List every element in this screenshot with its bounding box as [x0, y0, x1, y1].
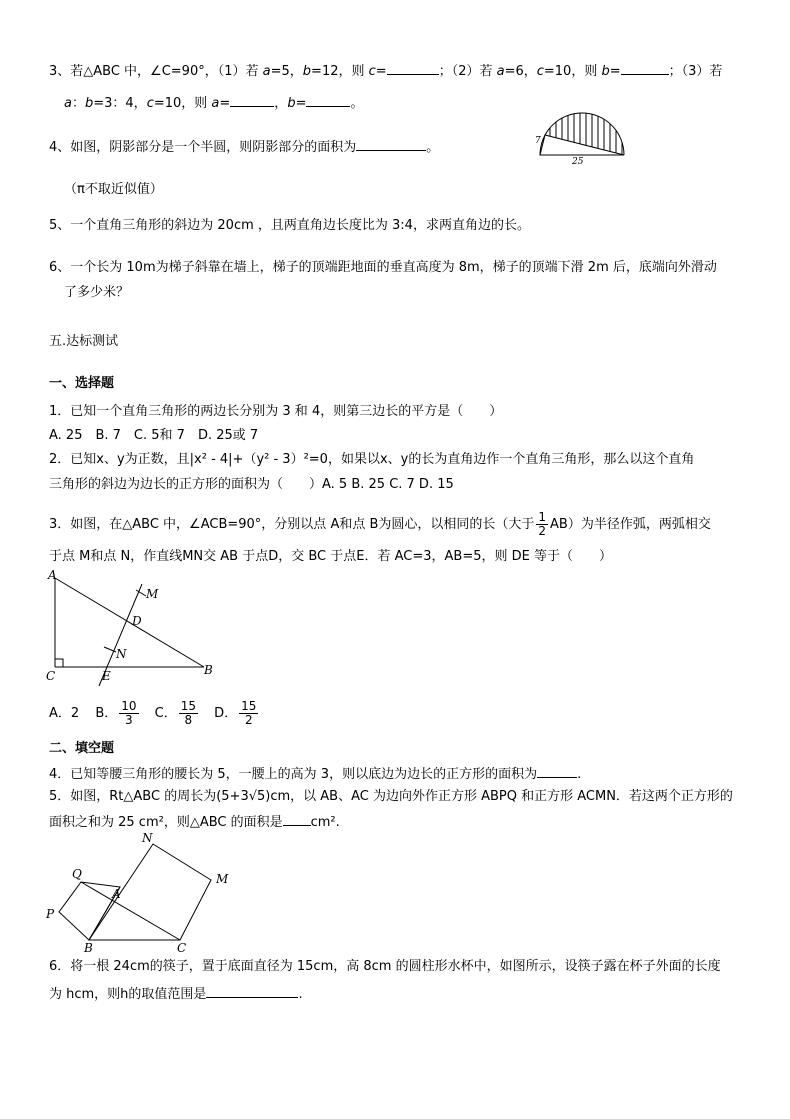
answer-blank[interactable] [306, 93, 350, 107]
label-B: B [84, 941, 93, 955]
answer-blank[interactable] [283, 812, 311, 826]
answer-blank[interactable] [387, 61, 439, 75]
section-title: 五.达标测试 [49, 334, 119, 349]
triangle-bisector-figure [44, 568, 224, 690]
label-A: A [48, 568, 57, 582]
p2-line1: 2．已知x、y为正数，且|x² - 4|+（y² - 3）²=0，如果以x、y的长为直角边作一个直角三角形，那么以这个直角 [49, 452, 695, 467]
perimeter-expr: (5+3√5) [216, 789, 271, 804]
label-N: N [116, 647, 127, 661]
option-d[interactable]: D． $\frac{15}{2}$ [214, 699, 257, 727]
p1-options: A. 25 B. 7 C. 5和 7 D. 25或 7 [49, 428, 259, 443]
q4-text: 4、如图，阴影部分是一个半圆，则阴影部分的面积为 。 [49, 137, 439, 157]
q3-line2: a：b=3：4，c=10，则 a= ，b= 。 [64, 93, 364, 113]
label-M: M [216, 872, 229, 886]
p2-line2: 三角形的斜边为边长的正方形的面积为（ ）A. 5 B. 25 C. 7 D. 15 [49, 477, 454, 492]
label-A: A [112, 887, 121, 901]
q4-note: （π不取近似值） [64, 182, 163, 197]
p5-line1: 5．如图，Rt△ABC 的周长为(5+3√5)cm，以 AB、AC 为边向外作正方形 ABPQ 和正方形 ACMN．若这两个正方形的 [49, 789, 733, 804]
fraction-half: $\frac{1}{2}$ [538, 510, 547, 538]
label-N: N [142, 831, 153, 845]
q6-line2: 了多少米？ [64, 285, 130, 300]
p3-line1: 3．如图，在△ABC 中，∠ACB=90°，分别以点 A和点 B为圆心，以相同的长（大于 $\frac{1}{2}$ AB）为半径作弧，两弧相交 [49, 510, 711, 538]
answer-blank[interactable] [206, 984, 298, 998]
answer-blank[interactable] [621, 61, 669, 75]
p6-line1: 6．将一根 24cm的筷子，置于底面直径为 15cm，高 8cm 的圆柱形水杯中，如图所示，设筷子露在杯子外面的长度 [49, 959, 721, 974]
squares-figure [44, 828, 244, 956]
label-C: C [177, 941, 187, 955]
q3-line1: 3、若△ABC 中，∠C=90°，（1）若 a=5，b=12，则 c= ；（2）若 a=6，c=10，则 b= ；（3）若 [49, 61, 722, 81]
fig-label-25: 25 [572, 157, 584, 166]
option-b[interactable]: B． $\frac{10}{3}$ [95, 699, 137, 727]
label-E: E [102, 669, 111, 683]
label-D: D [132, 614, 142, 628]
label-M: M [146, 587, 159, 601]
semicircle-figure [532, 100, 632, 166]
answer-blank[interactable] [230, 93, 274, 107]
p3-options [49, 696, 260, 732]
p4-text: 4．已知等腰三角形的腰长为 5，一腰上的高为 3，则以底边为边长的正方形的面积为 . [49, 764, 581, 784]
answer-blank[interactable] [537, 764, 577, 778]
label-B: B [204, 663, 213, 677]
answer-blank[interactable] [356, 137, 426, 151]
fig-label-7: 7 [535, 136, 541, 146]
option-c[interactable]: C． $\frac{15}{8}$ [154, 699, 197, 727]
label-Q: Q [72, 867, 82, 881]
part1-heading: 一、选择题 [49, 376, 115, 391]
q5-text: 5、一个直角三角形的斜边为 20cm ，且两直角边长度比为 3:4，求两直角边的长。 [49, 218, 530, 233]
part2-heading: 二、填空题 [49, 741, 115, 756]
label-C: C [46, 669, 56, 683]
p5-line2: 面积之和为 25 cm²，则△ABC 的面积是 cm². [49, 812, 340, 832]
p3-line2: 于点 M和点 N，作直线MN交 AB 于点D，交 BC 于点E．若 AC=3，AB=5，则 DE 等于（ ） [49, 549, 612, 564]
option-a[interactable]: A．2 [49, 706, 80, 721]
p1-question: 1．已知一个直角三角形的两边长分别为 3 和 4，则第三边长的平方是（ ） [49, 404, 503, 419]
label-P: P [46, 907, 55, 921]
q6-line1: 6、一个长为 10m为梯子斜靠在墙上，梯子的顶端距地面的垂直高度为 8m，梯子的顶端下滑 2m 后，底端向外滑动 [49, 260, 717, 275]
p6-line2: 为 hcm，则h的取值范围是 . [49, 984, 303, 1004]
